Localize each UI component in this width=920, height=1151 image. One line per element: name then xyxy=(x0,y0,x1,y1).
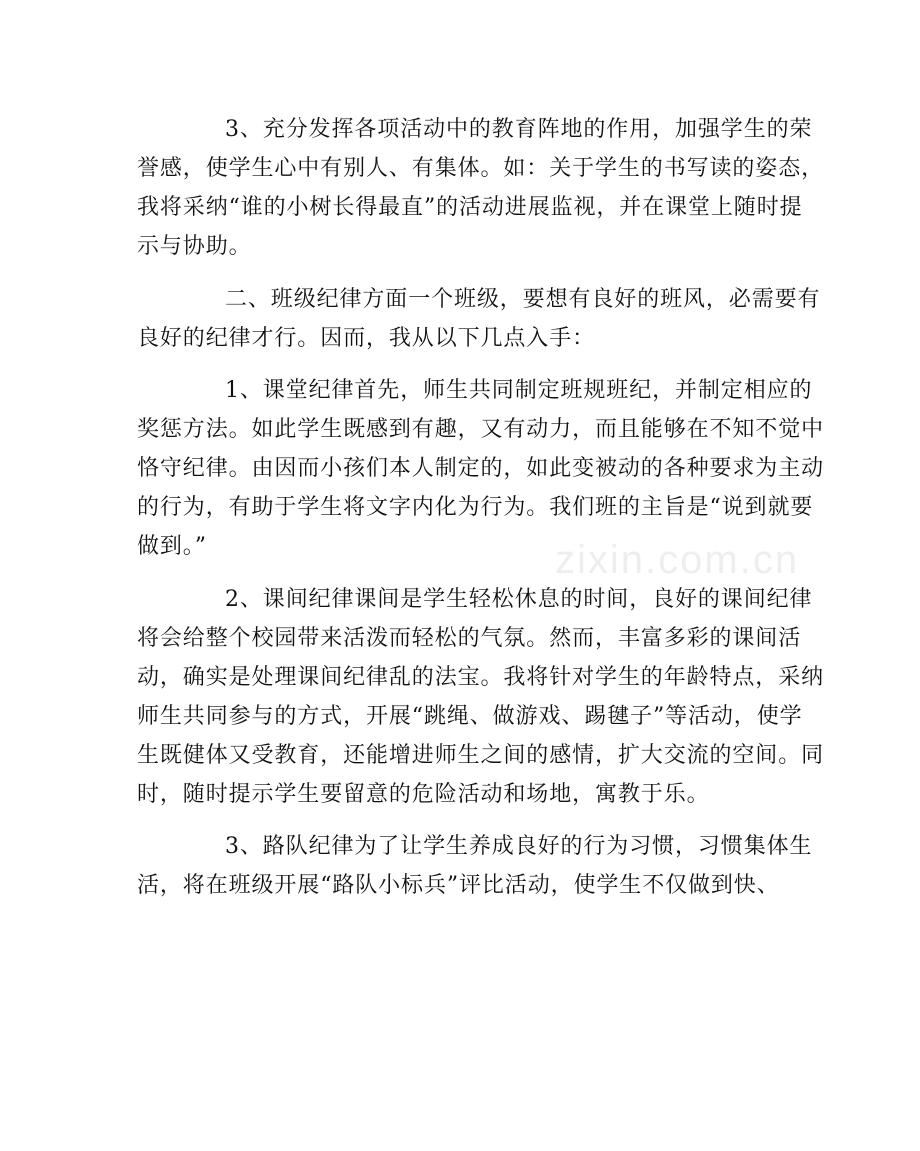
text-line: 恪守纪律。由因而小孩们本人制定的，如此变被动的各种要求为主动 xyxy=(137,456,825,482)
text-line: 我将采纳“谁的小树长得最直”的活动进展监视，并在课堂上随时提 xyxy=(137,194,803,220)
paragraph-class-discipline xyxy=(137,281,821,359)
text-line: 师生共同参与的方式，开展“跳绳、做游戏、踢毽子”等活动，使学 xyxy=(137,703,803,729)
text-line: 二、班级纪律方面一个班级，要想有良好的班风，必需要有 xyxy=(225,286,821,312)
text-line: 3、路队纪律为了让学生养成良好的行为习惯，习惯集体生 xyxy=(225,834,813,860)
text-line: 誉感，使学生心中有别人、有集体。如：关于学生的书写读的姿态， xyxy=(137,155,825,181)
text-line: 1、课堂纪律首先，师生共同制定班规班纪，并制定相应的 xyxy=(225,378,813,404)
text-line: 良好的纪律才行。因而，我从以下几点入手： xyxy=(137,325,596,351)
paragraph-queue-discipline xyxy=(137,828,813,906)
text-line: 时，随时提示学生要留意的危险活动和场地，寓教于乐。 xyxy=(137,781,710,807)
text-line: 生既健体又受教育，还能增进师生之间的感情，扩大交流的空间。同 xyxy=(137,742,825,768)
watermark: zixin.com.cn xyxy=(555,538,800,582)
text-line: 奖惩方法。如此学生既感到有趣，又有动力，而且能够在不知不觉中 xyxy=(137,417,825,443)
paragraph-activities xyxy=(137,111,825,267)
text-line: 3、充分发挥各项活动中的教育阵地的作用，加强学生的荣 xyxy=(225,117,813,142)
text-line: 示与协助。 xyxy=(137,233,252,259)
document-body xyxy=(137,111,825,920)
text-line: 2、课间纪律课间是学生轻松休息的时间，良好的课间纪律 xyxy=(225,586,813,612)
text-line: 将会给整个校园带来活泼而轻松的气氛。然而，丰富多彩的课间活 xyxy=(137,625,802,651)
text-line: 活，将在班级开展“路队小标兵”评比活动，使学生不仅做到快、 xyxy=(137,873,780,899)
text-line: 做到。” xyxy=(137,534,207,560)
text-line: 的行为，有助于学生将文字内化为行为。我们班的主旨是“说到就要 xyxy=(137,495,814,521)
paragraph-recess-discipline xyxy=(137,581,825,814)
text-line: 动，确实是处理课间纪律乱的法宝。我将针对学生的年龄特点，采纳 xyxy=(137,664,825,690)
paragraph-classroom-discipline xyxy=(137,372,825,567)
